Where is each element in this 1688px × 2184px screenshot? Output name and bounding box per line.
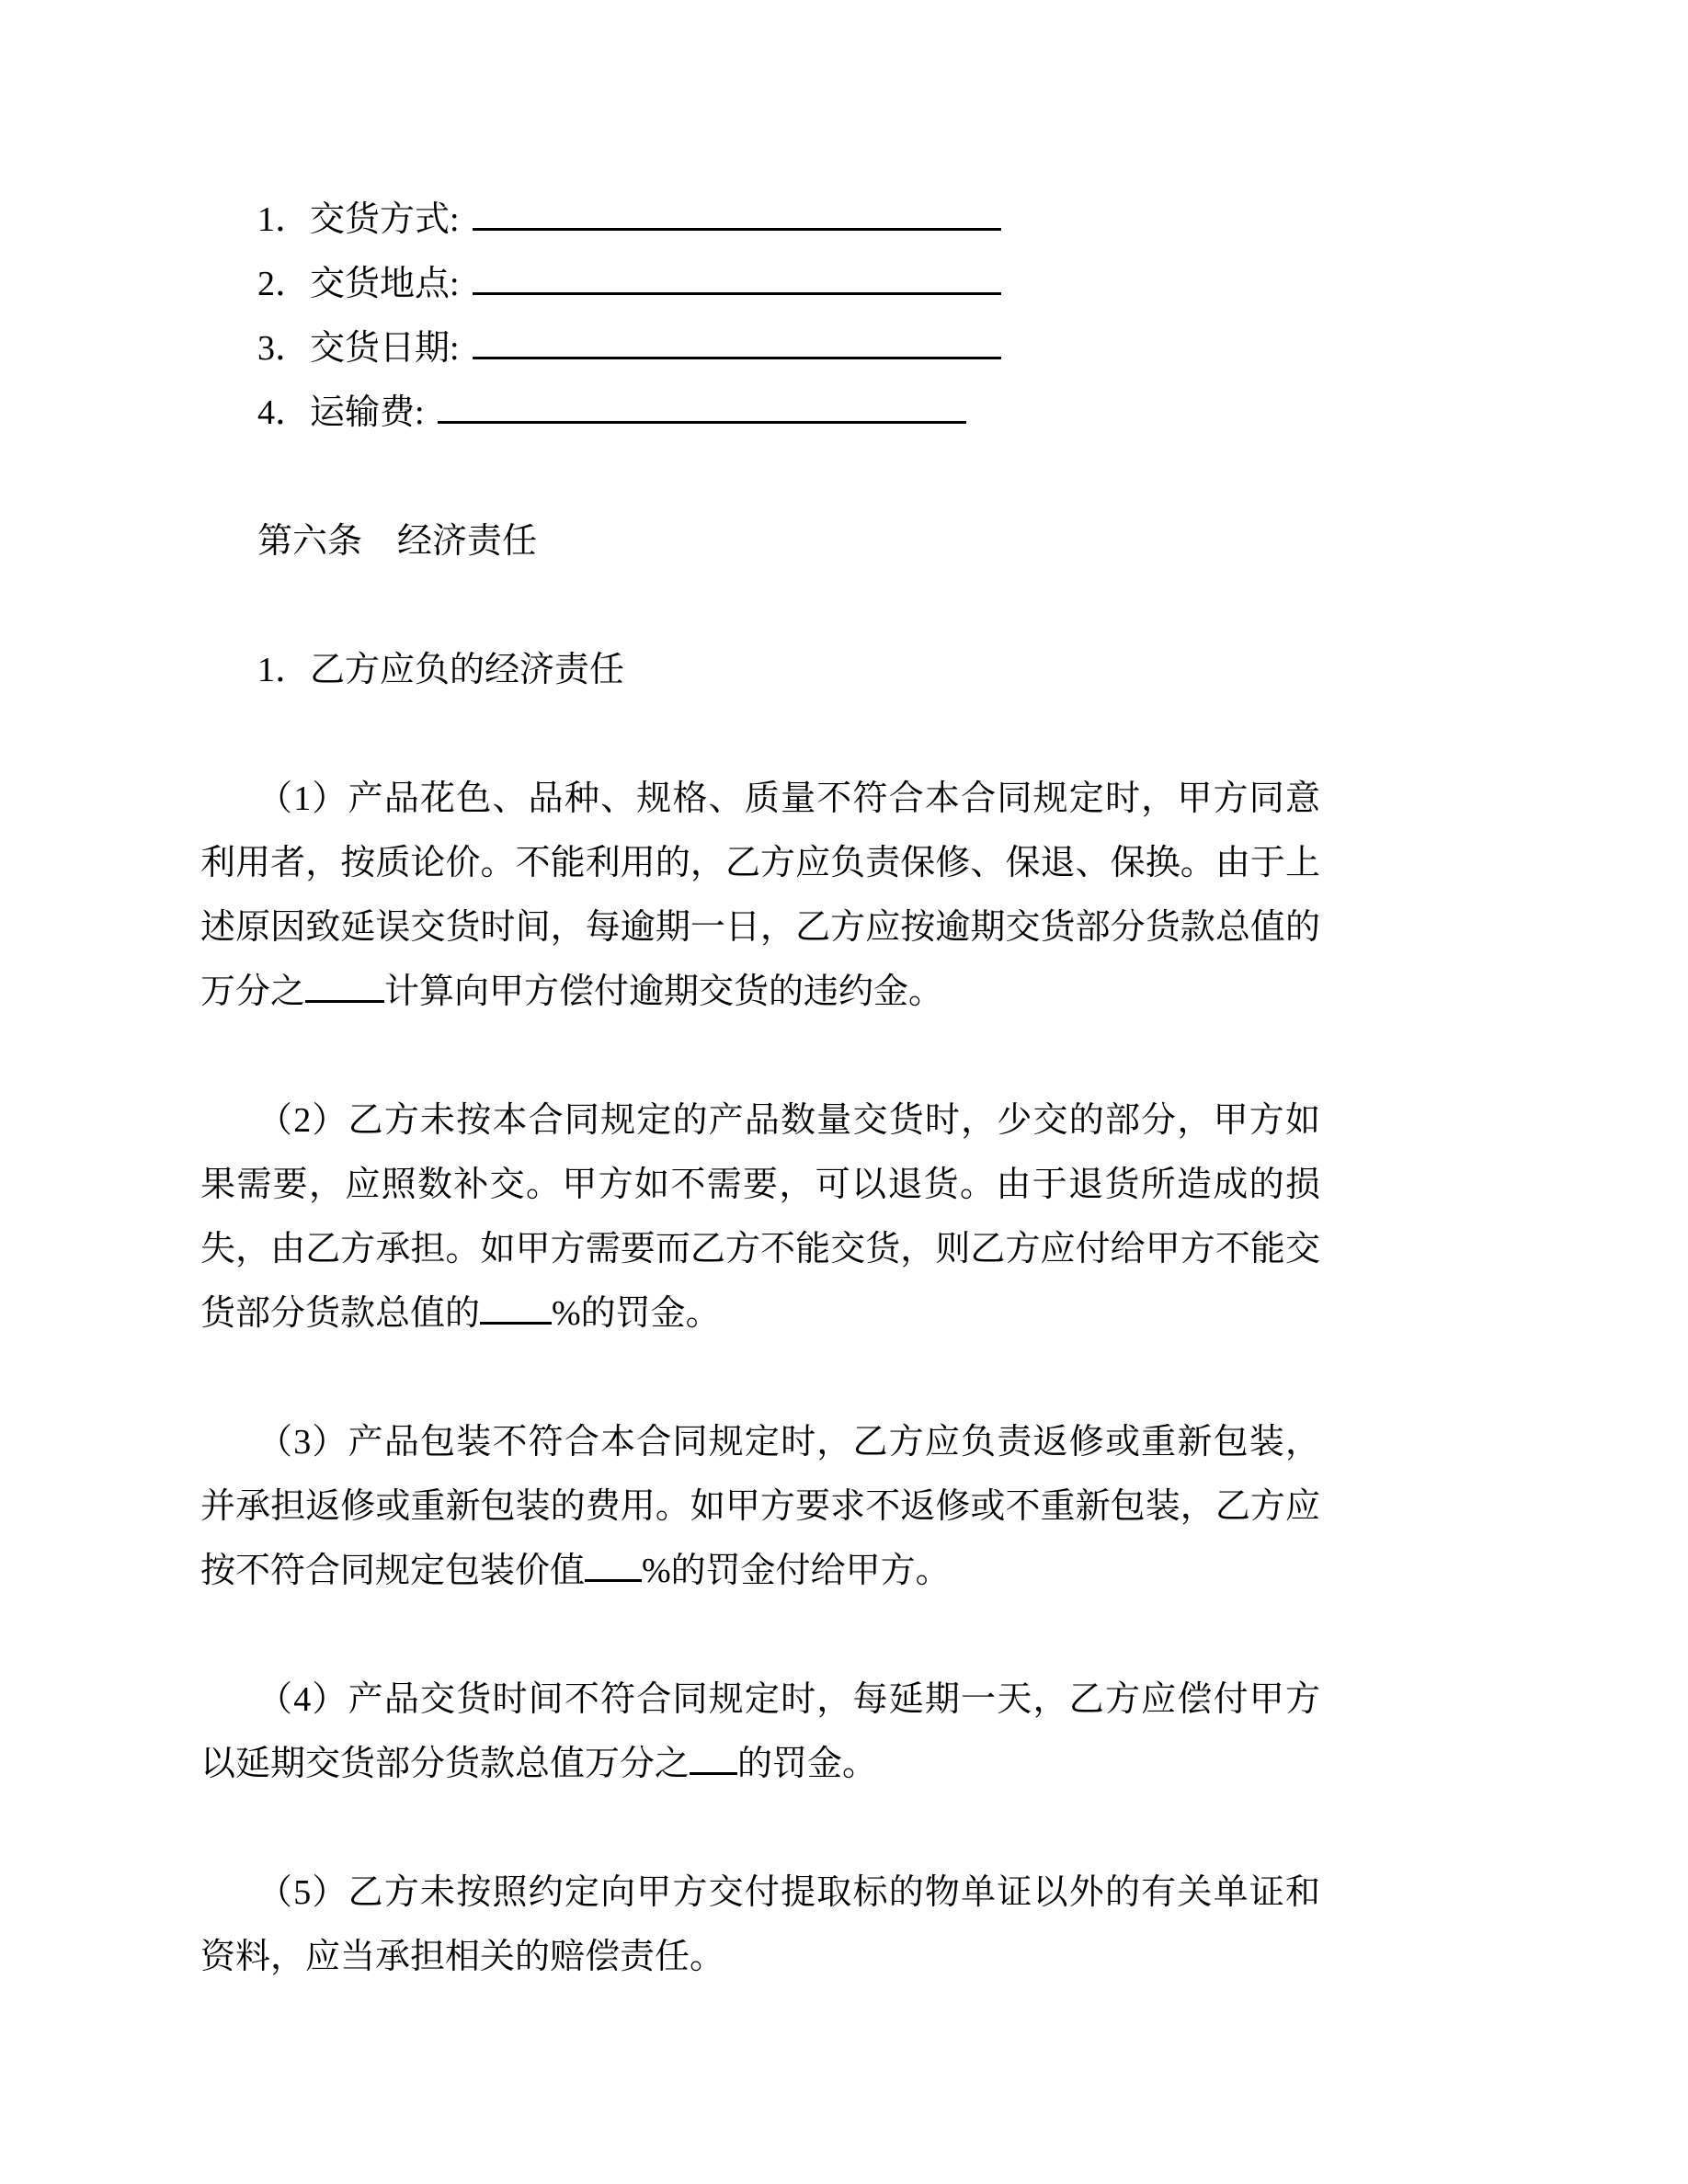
clause-3-text-pre: （3）产品包装不符合本合同规定时，乙方应负责返修或重新包装，并承担返修或重新包装的费用。如甲方要求不返修或不重新包装，乙方应按不符合同规定包装价值 xyxy=(200,1423,1320,1590)
clause-2 xyxy=(200,1088,1320,1346)
clause-3 xyxy=(200,1410,1320,1603)
fill-in-blank xyxy=(585,1543,642,1582)
delivery-term-label: 3．交货日期: xyxy=(257,329,460,368)
article-subheading: 1．乙方应负的经济责任 xyxy=(257,651,625,689)
clause-4-text-pre: （4）产品交货时间不符合同规定时，每延期一天，乙方应偿付甲方以延期交货部分货款总值万分之 xyxy=(200,1680,1320,1783)
delivery-term-row-freight xyxy=(200,381,1320,445)
fill-in-blank xyxy=(473,192,1001,231)
fill-in-blank xyxy=(480,1286,552,1325)
clause-1-text-pre: （1）产品花色、品种、规格、质量不符合本合同规定时，甲方同意利用者，按质论价。不能利用的，乙方应负责保修、保退、保换。由于上述原因致延误交货时间，每逾期一日，乙方应按逾期交货部分货款总值的万分之 xyxy=(200,779,1320,1011)
delivery-term-row-place xyxy=(200,252,1320,316)
fill-in-blank xyxy=(690,1736,737,1775)
clause-2-text-pre: （2）乙方未按本合同规定的产品数量交货时，少交的部分，甲方如果需要，应照数补交。甲方如不需要，可以退货。由于退货所造成的损失，由乙方承担。如甲方需要而乙方不能交货，则乙方应付给甲方不能交货部分货款总值的 xyxy=(200,1101,1320,1333)
delivery-term-label: 1．交货方式: xyxy=(257,200,460,239)
clause-3-text-post: %的罚金付给甲方。 xyxy=(642,1552,951,1590)
delivery-terms-list xyxy=(200,188,1320,445)
clause-2-text-post: %的罚金。 xyxy=(552,1294,721,1333)
delivery-term-label: 2．交货地点: xyxy=(257,265,460,303)
clause-4-text-post: 的罚金。 xyxy=(737,1745,878,1783)
clause-5-text: （5）乙方未按照约定向甲方交付提取标的物单证以外的有关单证和资料，应当承担相关的赔偿责任。 xyxy=(200,1873,1320,1976)
fill-in-blank xyxy=(473,256,1001,295)
fill-in-blank xyxy=(438,385,966,424)
fill-in-blank xyxy=(305,964,384,1003)
clause-4 xyxy=(200,1667,1320,1796)
article-heading: 第六条 经济责任 xyxy=(257,522,538,561)
clause-1 xyxy=(200,767,1320,1024)
delivery-term-row-date xyxy=(200,316,1320,381)
clause-1-text-post: 计算向甲方偿付逾期交货的违约金。 xyxy=(384,973,944,1011)
delivery-term-row-method xyxy=(200,188,1320,252)
delivery-term-label: 4．运输费: xyxy=(257,393,425,432)
clause-5 xyxy=(200,1860,1320,1989)
fill-in-blank xyxy=(473,321,1001,359)
